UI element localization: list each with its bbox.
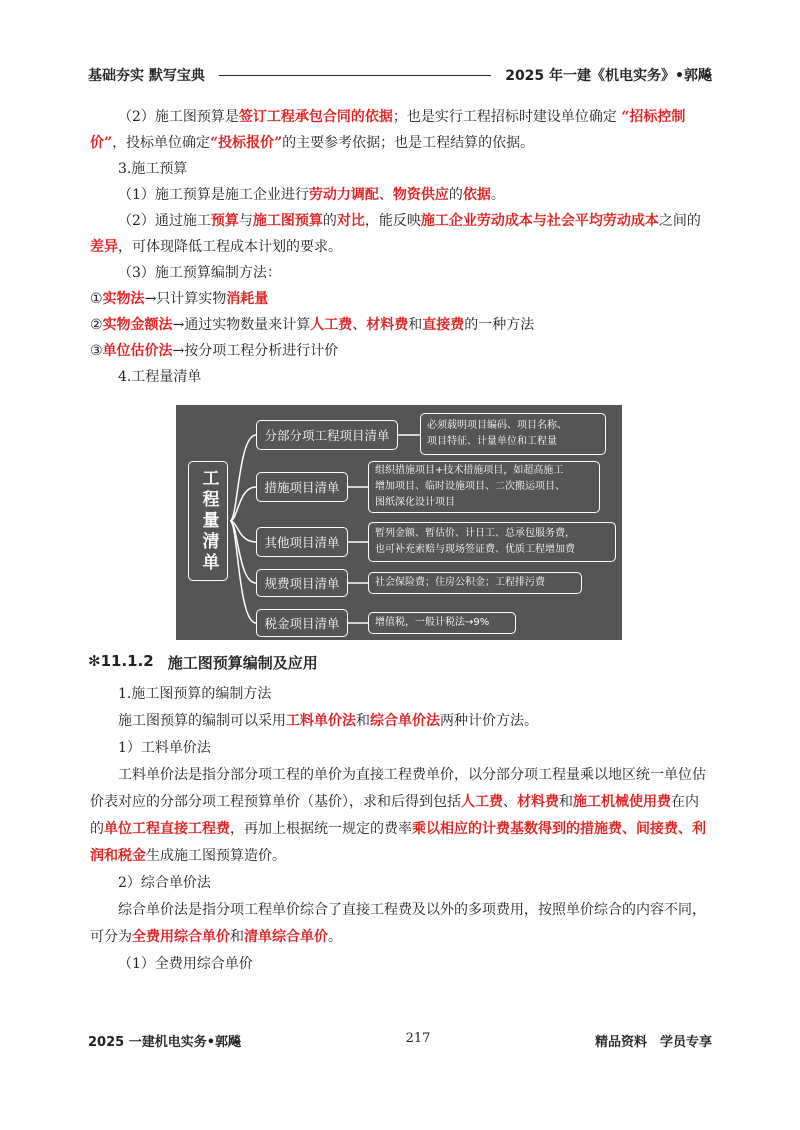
page-footer <box>88 1031 712 1050</box>
diagram-category-1: 分部分项工程项目清单 <box>256 420 398 450</box>
heading-bill-of-quantities: 4.工程量清单 <box>118 369 202 385</box>
lower-body <box>90 681 712 978</box>
diagram-desc-1: 必须载明项目编码、项目名称、 项目特征、计量单位和工程量 <box>420 413 606 455</box>
connector-root-1 <box>230 435 256 521</box>
section-heading <box>88 652 318 673</box>
para-composite-price-method: 综合单价法是指分项工程单价综合了直接工程费及以外的多项费用，按照单价综合的内容不同，可分为全费用综合单价和清单综合单价。 <box>90 902 706 945</box>
diagram-category-5: 税金项目清单 <box>256 609 348 637</box>
heading-budget-methods: 1.施工图预算的编制方法 <box>118 686 272 702</box>
diagram-root-box: 工程量清单 <box>188 461 228 581</box>
diagram-category-3: 其他项目清单 <box>256 527 348 557</box>
section-title: 施工图预算编制及应用 <box>167 654 318 672</box>
footer-right: 精品资料 学员专享 <box>594 1035 712 1050</box>
page-header <box>88 64 712 86</box>
header-right: 2025 年一建《机电实务》•郭飚 <box>505 68 712 84</box>
bill-of-quantities-diagram <box>176 405 622 640</box>
method-item-1: ①实物法→只计算实物消耗量 <box>90 291 269 307</box>
para-budget-3: （3）施工预算编制方法： <box>118 265 281 281</box>
diagram-desc-3: 暂列金额、暂估价、计日工、总承包服务费， 也可补充索赔与现场签证费、优质工程增加费 <box>368 522 616 562</box>
diagram-desc-2: 组织措施项目+技术措施项目，如超高施工 增加项目、临时设施项目、二次搬运项目、 图纸深化设计项目 <box>368 461 600 513</box>
header-rule <box>219 75 491 76</box>
connector-root-2 <box>230 487 256 521</box>
upper-body <box>90 104 712 390</box>
heading-unit-price-method: 1）工料单价法 <box>118 740 211 756</box>
diagram-category-4: 规费项目清单 <box>256 569 348 597</box>
para-two-methods: 施工图预算的编制可以采用工料单价法和综合单价法两种计价方法。 <box>118 713 538 729</box>
method-item-3: ③单位估价法→按分项工程分析进行计价 <box>90 343 339 359</box>
section-number: ✻11.1.2 <box>88 652 154 670</box>
para-budget-basis: （2）施工图预算是签订工程承包合同的依据；也是实行工程招标时建设单位确定 “招标控制价”，投标单位确定“投标报价”的主要参考依据；也是工程结算的依据。 <box>90 109 686 151</box>
para-unit-price-method: 工料单价法是指分部分项工程的单价为直接工程费单价，以分部分项工程量乘以地区统一单位估价表对应的分部分项工程预算单价（基价），求和后得到包括人工费、材料费和施工机械使用费在内的单位工程直接工程费，再加上根据统一规定的费率乘以相应的计费基数得到的措施费、间接费、利润和税金生成施工图预算造价。 <box>90 767 706 864</box>
diagram-desc-5: 增值税，一般计税法→9% <box>368 612 516 634</box>
heading-full-cost-price: （1）全费用综合单价 <box>118 956 253 972</box>
para-budget-2: （2）通过施工预算与施工图预算的对比，能反映施工企业劳动成本与社会平均劳动成本之间的差异，可体现降低工程成本计划的要求。 <box>90 213 701 255</box>
header-left: 基础夯实 默写宝典 <box>88 68 205 84</box>
heading-construction-budget: 3.施工预算 <box>118 161 188 177</box>
diagram-category-2: 措施项目清单 <box>256 472 348 502</box>
page-number: 217 <box>405 1031 431 1046</box>
footer-left: 2025 一建机电实务•郭飚 <box>88 1035 242 1050</box>
heading-composite-price-method: 2）综合单价法 <box>118 875 211 891</box>
method-item-2: ②实物金额法→通过实物数量来计算人工费、材料费和直接费的一种方法 <box>90 317 535 333</box>
para-budget-1: （1）施工预算是施工企业进行劳动力调配、物资供应的依据。 <box>118 187 505 203</box>
diagram-desc-4: 社会保险费；住房公积金；工程排污费 <box>368 572 582 594</box>
